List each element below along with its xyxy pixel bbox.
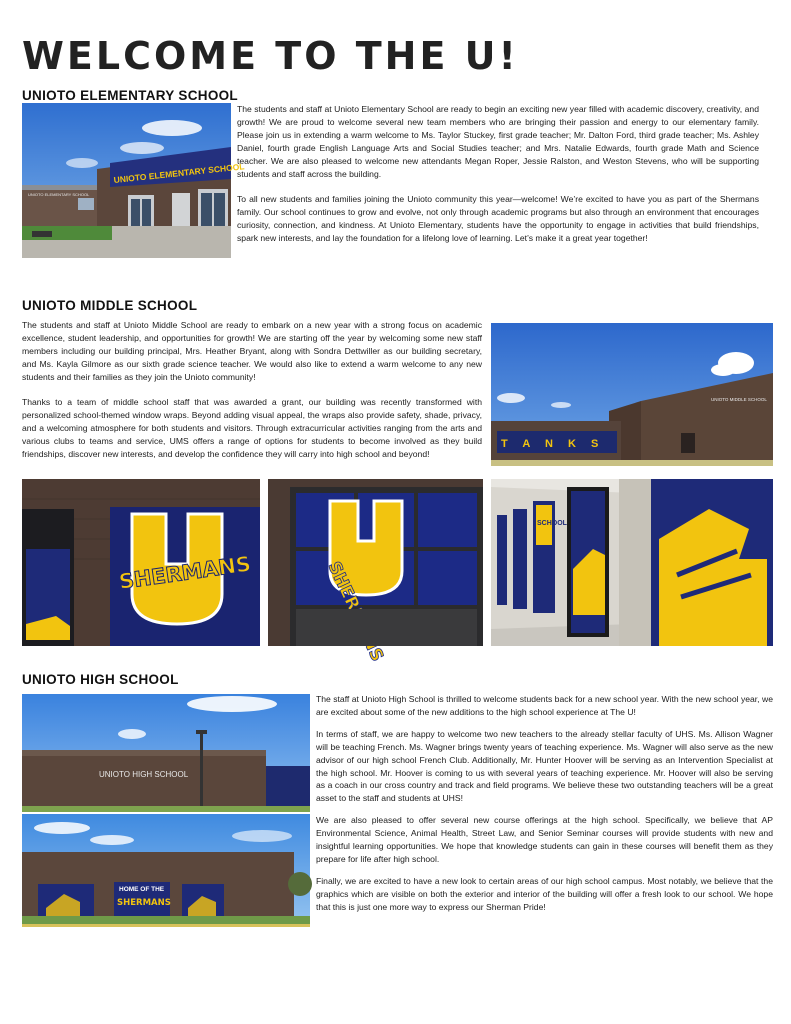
high-paragraph: The staff at Unioto High School is thrilled to welcome students back for a new school year. With the new school year, we are excited about some of the new additions to the high school experience at The U! xyxy=(316,694,773,717)
mural-photo-entrance xyxy=(22,479,260,646)
high-paragraph: Finally, we are excited to have a new look to certain areas of our high school campus. Most notably, we believe that the graphics which are visible on both the exterior and interior of the building will offer a fresh look to our school. We hope that this is just one more way to express our Sherman Pride! xyxy=(316,875,773,912)
elementary-paragraph: The students and staff at Unioto Elementary School are ready to begin an exciting new year filled with academic discovery, creativity, and growth! We are proud to welcome several new team members who are bringing their passion and energy to our elementary family. Please join us in extending a warm welcome to Ms. Taylor Stuckey, first grade teacher; Mr. Dalton Ford, third grade teacher; Ms. Ashley Daniel, fourth grade English Language Arts and Social Studies teacher; and Mrs. Natalie Edwards, fourth grade Math and Science teacher. We are also pleased to welcome new attendants Megan Roper, Jessie Ralston, and Weston Stevens, who will be supporting students and staff across the building. xyxy=(237,104,759,179)
window-wrap-line1: HOME OF THE xyxy=(119,886,165,893)
high-paragraph: In terms of staff, we are happy to welcome two new teachers to the already stellar faculty of UHS. Ms. Allison Wagner will be teaching French. Ms. Wagner brings twenty years of teaching experience. Ms. Wagner will also serve as the new advisor of our high school French Club. Additionally, Mr. Hunter Hoover will be serving as an Intervention Specialist at the high school. Mr. Hoover is coming to us with several years of teaching experience. Mr. Hoover will also be serving as a coach in our cross country and track and field programs. We believe these two outstanding teachers will be a great asset to the staff and students at UHS! xyxy=(316,728,773,804)
window-wrap-line2: SHERMANS xyxy=(117,898,171,908)
elementary-school-photo xyxy=(22,103,245,258)
middle-paragraph: Thanks to a team of middle school staff that was awarded a grant, our building was recently transformed with personalized school-themed window wraps. Beyond adding visual appeal, the wraps also provide safety, shade, privacy, and a welcoming atmosphere for both students and visitors. Through extracurricular activities ranging from the arts and various clubs to teams and service, UMS offers a range of options for students to become involved as they build friendships, discover new interests, and develop the confidence they will carry into high school and beyond! xyxy=(22,397,482,460)
high-school-building-photo xyxy=(22,814,310,927)
elementary-heading: UNIOTO ELEMENTARY SCHOOL xyxy=(22,88,238,103)
elementary-paragraph: To all new students and families joining the Unioto community this year—welcome! We’re excited to have you as part of the Shermans family. Our school continues to grow and evolve, not only through academic programs but also through an environment that encourages curiosity, connection, and kindness. At Unioto Elementary, students have the opportunity to engage in activities that build friendships, spark new interests, and lay the foundation for a lifelong love of learning. Let’s make it a great year together! xyxy=(237,194,759,244)
hall-sign: SCHOOL xyxy=(537,520,567,527)
wing-sign: UNIOTO ELEMENTARY SCHOOL xyxy=(28,192,90,197)
mural-photo-hallway xyxy=(491,479,773,646)
middle-text xyxy=(22,319,482,461)
high-text xyxy=(316,693,773,923)
building-sign: UNIOTO MIDDLE SCHOOL xyxy=(711,397,767,402)
mural-photo-window xyxy=(268,479,483,646)
high-school-sign-photo xyxy=(22,694,310,812)
mural-text: SHERMANS xyxy=(117,551,253,594)
high-heading: UNIOTO HIGH SCHOOL xyxy=(22,672,179,687)
page-title: WELCOME TO THE U! xyxy=(22,34,519,78)
high-paragraph: We are also pleased to offer several new course offerings at the high school. Specifically, we believe that AP Environmental Science, Animal Health, Street Law, and Senior Seminar courses will provide students with new and insightful learning opportunities. We hope that knowledge students can gain in these courses will benefit them as they prepare for life after high school. xyxy=(316,815,773,864)
building-sign: UNIOTO HIGH SCHOOL xyxy=(99,770,189,779)
building-sign: UNIOTO ELEMENTARY SCHOOL xyxy=(113,161,245,185)
window-letters: T A N K S xyxy=(501,438,605,450)
elementary-text xyxy=(237,103,759,245)
middle-heading: UNIOTO MIDDLE SCHOOL xyxy=(22,298,198,313)
middle-paragraph: The students and staff at Unioto Middle School are ready to embark on a new year with a strong focus on academic excellence, student leadership, and opportunities for growth! We are starting off the year by welcoming some new staff members including our building principal, Mrs. Heather Bryant, along with Sondra Dettwiller as our building secretary, and Ms. Kayla Gilmore as our sixth grade science teacher. We would also like to extend a warm welcome to any new students and their families as they join the Unioto community! xyxy=(22,320,482,382)
middle-school-building-photo xyxy=(491,323,773,466)
